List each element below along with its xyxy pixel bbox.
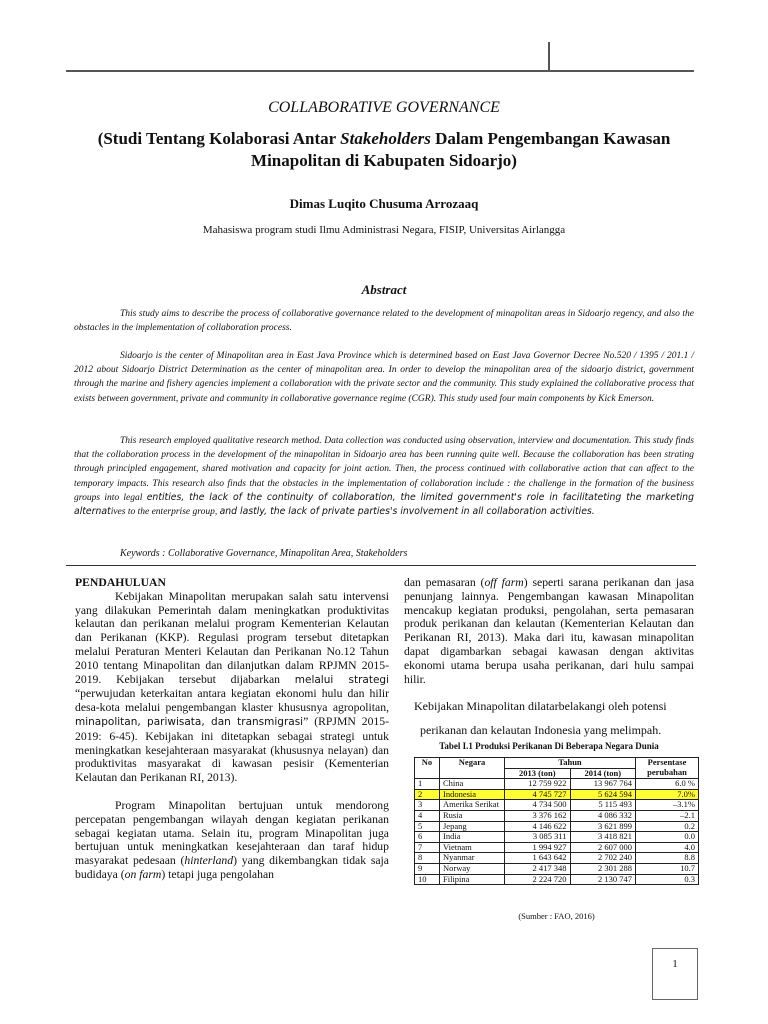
author-name: Dimas Luqito Chusuma Arrozaaq — [289, 196, 479, 211]
cell-negara: China — [440, 779, 505, 790]
intro-paragraph-2: Program Minapolitan bertujuan untuk mendorong percepatan pengembangan wilayah dengan kegiatan perikanan sebagai kegiatan utama. Selain itu, program Minapolitan juga bertujuan untuk meningkatkan kesejahteraan dan taraf hidup masyarakat pedesaan (hinterland) yang dikembangkan tidak saja budidaya (on farm) tetapi juga pengolahan — [75, 798, 389, 881]
cell-y2013: 3 376 162 — [505, 810, 571, 821]
table-row — [415, 832, 699, 843]
left-column — [75, 576, 389, 882]
table-row — [415, 842, 699, 853]
table-row — [415, 874, 699, 885]
abstract-paragraph-1: This study aims to describe the process of collaborative governance related to the development of minapolitan areas in Sidoarjo regency, and also the obstacles in the implementation of collaboration process. — [74, 309, 694, 334]
table-row — [415, 863, 699, 874]
cell-y2014: 2 607 000 — [570, 842, 636, 853]
cell-y2013: 4 745 727 — [505, 789, 571, 800]
cell-pct: 10.7 — [636, 863, 699, 874]
cell-y2013: 2 224 720 — [505, 874, 571, 885]
cell-negara: Filipina — [440, 874, 505, 885]
cell-y2014: 2 702 240 — [570, 853, 636, 864]
cell-y2013: 3 085 311 — [505, 832, 571, 843]
col-header-no: No — [415, 758, 440, 779]
cell-no: 10 — [415, 874, 440, 885]
cell-y2013: 2 417 348 — [505, 863, 571, 874]
right-paragraph-1: dan pemasaran (off farm) seperti sarana perikanan dan jasa penunjang lainnya. Pengembangan kawasan Minapolitan mencakup kegiatan produksi, pengolahan, serta pemasaran produk perikanan dan kelautan (Kementerian Kelautan dan Perikanan RI, 2013). Maka dari itu, kawasan minapolitan dapat digambarkan sebagai kawasan dengan aktivitas ekonomi utama berupa usaha perikanan, dari hulu sampai hilir. — [404, 576, 695, 686]
table-row — [415, 821, 699, 832]
cell-negara: India — [440, 832, 505, 843]
cell-y2013: 1 643 642 — [505, 853, 571, 864]
cell-y2014: 3 418 821 — [570, 832, 636, 843]
cell-no: 9 — [415, 863, 440, 874]
cell-no: 6 — [415, 832, 440, 843]
keywords-line: Keywords : Collaborative Governance, Minapolitan Area, Stakeholders — [120, 548, 408, 559]
cell-pct: 0.0 — [636, 832, 699, 843]
section-divider — [66, 565, 696, 566]
cell-negara: Jepang — [440, 821, 505, 832]
cell-negara: Nyanmar — [440, 853, 505, 864]
col-header-2014: 2014 (ton) — [570, 768, 636, 779]
page-number: 1 — [672, 958, 678, 970]
table-row — [415, 810, 699, 821]
col-header-tahun: Tahun — [505, 758, 636, 769]
table-row — [415, 800, 699, 811]
abstract-paragraph-3: This research employed qualitative research method. Data collection was conducted using observation, interview and documentation. This study finds that the collaboration process in the development of the minapolitan in Sidoarjo area has been running quite well. Because the collaboration has been strating through principled engagement, shared motivation and capacity for joint action. Then, the process continued with collaborative action that can affect to the temporary impacts. This research also finds that the obstacles in the implementation of collaboration include : the challenge in the formation of the business groups into legal entities, the lack of the continuity of collaboration, the limited government's role in facilitateting the marketing alternatives to the enterprise group, and lastly, the lack of private parties's involvement in all collaboration activities. — [74, 436, 694, 518]
table-row — [415, 853, 699, 864]
fish-production-table — [414, 757, 699, 885]
table-title: Tabel I.1 Produksi Perikanan Di Beberapa Negara Dunia — [439, 741, 659, 751]
cell-negara: Rusia — [440, 810, 505, 821]
section-heading-pendahuluan: PENDAHULUAN — [75, 576, 166, 589]
paper-title: COLLABORATIVE GOVERNANCE — [268, 99, 500, 116]
cell-y2014: 5 624 594 — [570, 789, 636, 800]
right-paragraph-3: perikanan dan kelautan Indonesia yang melimpah. — [420, 723, 662, 738]
cell-y2014: 2 301 288 — [570, 863, 636, 874]
paper-subtitle: (Studi Tentang Kolaborasi Antar Stakeholders Dalam Pengembangan Kawasan Minapolitan di Kabupaten Sidoarjo) — [97, 129, 671, 170]
cell-pct: 6.0 % — [636, 779, 699, 790]
cell-no: 8 — [415, 853, 440, 864]
abstract-heading: Abstract — [361, 282, 407, 297]
abstract-paragraph-2: Sidoarjo is the center of Minapolitan area in East Java Province which is determined based on East Java Governor Decree No.520 / 1395 / 201.1 / 2012 about Sidoarjo District Determination as the center of minapolitan area. In order to develop the minapolitan area of the sidoarjo district, government through the marine and fishery agencies implement a collaboration with the private sector and the community. This study explained the collaborative process that exists between government, private and community in collaborative governance regime (CGR). This study used four main components by Kick Emerson. — [74, 351, 694, 404]
page-number-box — [652, 948, 698, 1000]
cell-y2013: 12 759 922 — [505, 779, 571, 790]
author-affiliation: Mahasiswa program studi Ilmu Administrasi Negara, FISIP, Universitas Airlangga — [202, 224, 566, 236]
cell-no: 7 — [415, 842, 440, 853]
cell-negara: Norway — [440, 863, 505, 874]
cell-y2014: 2 130 747 — [570, 874, 636, 885]
cell-y2013: 1 994 927 — [505, 842, 571, 853]
cell-y2014: 4 086 332 — [570, 810, 636, 821]
cell-pct: 0.3 — [636, 874, 699, 885]
cell-pct: 8.8 — [636, 853, 699, 864]
cell-y2014: 13 967 764 — [570, 779, 636, 790]
cell-pct: 7.0% — [636, 789, 699, 800]
col-header-persentase: Persentase perubahan — [636, 758, 699, 779]
cell-y2014: 5 115 493 — [570, 800, 636, 811]
cell-no: 2 — [415, 789, 440, 800]
cell-negara: Vietnam — [440, 842, 505, 853]
cell-pct: 0.2 — [636, 821, 699, 832]
cell-y2013: 4 146 622 — [505, 821, 571, 832]
cell-negara: Indonesia — [440, 789, 505, 800]
table-row — [415, 779, 699, 790]
intro-paragraph-1: Kebijakan Minapolitan merupakan salah satu intervensi yang dilakukan Pemerintah dalam meningkatkan produktivitas kelautan dan perikanan melalui program Kementerian Kelautan dan Perikanan (KKP). Regulasi program tersebut ditetapkan melalui Peraturan Menteri Kelautan dan Perikanan No.12 Tahun 2010 tentang Minapolitan dan dilanjutkan dalam RPJMN 2015-2019. Kebijakan tersebut dijabarkan melalui strategi “perwujudan keterkaitan antara kegiatan ekonomi hulu dan hilir desa-kota melalui pengembangan klaster khususnya agropolitan, minapolitan, pariwisata, dan transmigrasi” (RPJMN 2015-2019: 6-45). Kebijakan ini ditetapkan sebagai strategi untuk meningkatkan kesejahteraan masyarakat (khususnya nelayan) dan produktivitas masyarakat di kawasan pesisir (Kementerian Kelautan dan Perikanan RI, 2013). — [75, 589, 389, 785]
cell-y2013: 4 734 500 — [505, 800, 571, 811]
header-rule — [66, 70, 694, 72]
table-row — [415, 789, 699, 800]
cell-pct: –2.1 — [636, 810, 699, 821]
cell-pct: –3.1% — [636, 800, 699, 811]
col-header-2013: 2013 (ton) — [505, 768, 571, 779]
cell-no: 1 — [415, 779, 440, 790]
cell-negara: Amerika Serikat — [440, 800, 505, 811]
cell-no: 3 — [415, 800, 440, 811]
cell-no: 4 — [415, 810, 440, 821]
right-paragraph-2: Kebijakan Minapolitan dilatarbelakangi oleh potensi — [414, 699, 667, 714]
cell-pct: 4.0 — [636, 842, 699, 853]
right-column — [404, 576, 694, 738]
table-source: (Sumber : FAO, 2016) — [518, 911, 595, 921]
cell-y2014: 3 621 899 — [570, 821, 636, 832]
col-header-negara: Negara — [440, 758, 505, 779]
header-rule-tick — [548, 42, 550, 70]
cell-no: 5 — [415, 821, 440, 832]
